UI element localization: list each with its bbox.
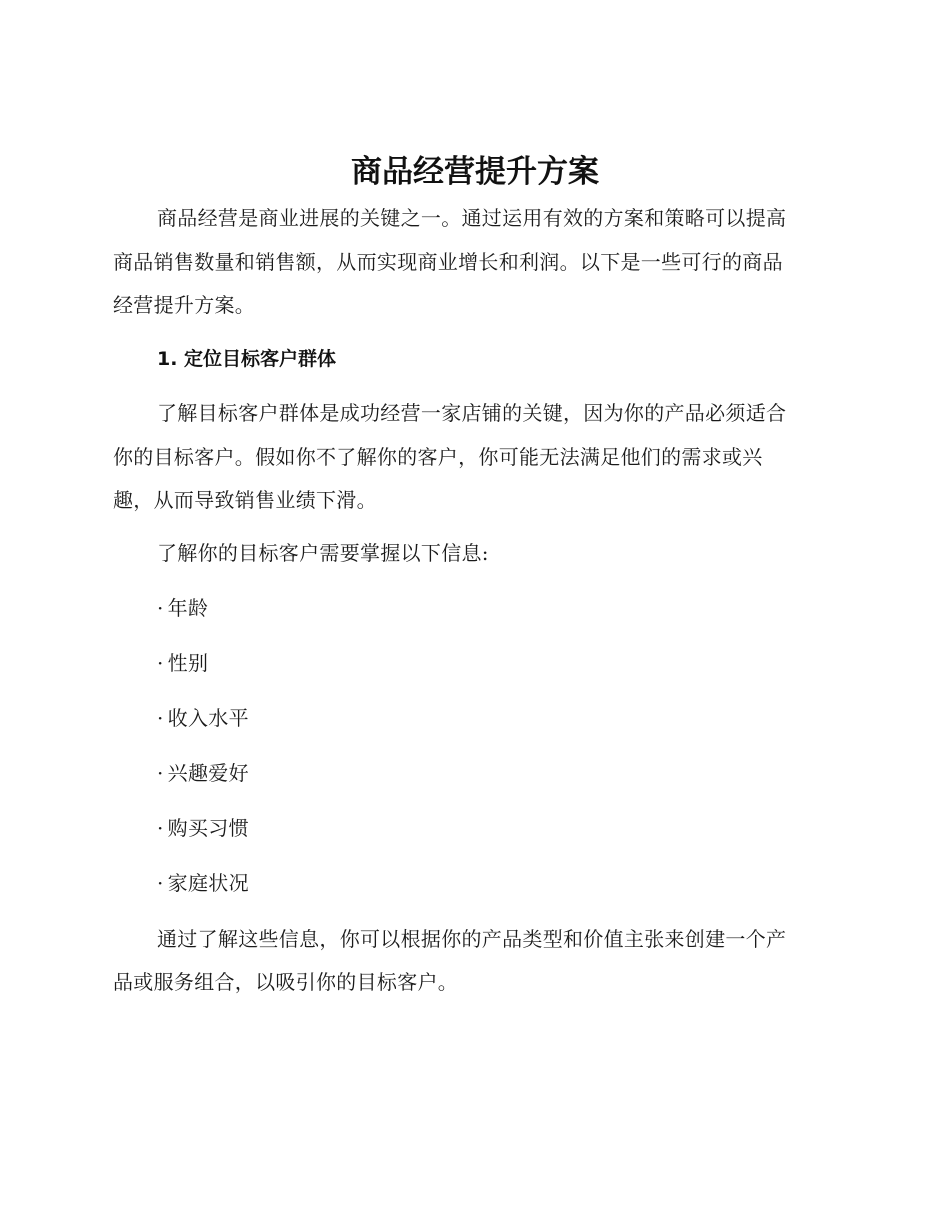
list-item (157, 813, 917, 843)
list-item (157, 593, 917, 623)
bullet-marker: · (157, 761, 164, 785)
section-para1-line-3: 趣，从而导致销售业绩下滑。 (113, 488, 377, 512)
list-item-text: 兴趣爱好 (167, 761, 249, 785)
section-heading: 1. 定位目标客户群体 (157, 348, 337, 370)
section-para3-line-2: 品或服务组合，以吸引你的目标客户。 (113, 970, 459, 994)
list-item (157, 868, 917, 898)
list-item (157, 703, 917, 733)
section-para2: 了解你的目标客户需要掌握以下信息: (157, 541, 489, 565)
bullet-marker: · (157, 706, 164, 730)
section-para1-line-2: 你的目标客户。假如你不了解你的客户，你可能无法满足他们的需求或兴 (113, 445, 763, 469)
list-item-text: 年龄 (167, 596, 209, 620)
list-item-text: 性别 (167, 651, 209, 675)
bullet-marker: · (157, 596, 164, 620)
bullet-marker: · (157, 816, 164, 840)
list-item-text: 收入水平 (167, 706, 249, 730)
bullet-marker: · (157, 651, 164, 675)
list-item-text: 购买习惯 (167, 816, 249, 840)
list-item (157, 758, 917, 788)
intro-line-2: 商品销售数量和销售额，从而实现商业增长和利润。以下是一些可行的商品 (113, 250, 783, 274)
document-title: 商品经营提升方案 (351, 154, 599, 190)
list-item (157, 648, 917, 678)
bullet-marker: · (157, 871, 164, 895)
list-item-text: 家庭状况 (167, 871, 249, 895)
section-para1-line-1: 了解目标客户群体是成功经营一家店铺的关键，因为你的产品必须适合 (157, 401, 787, 425)
intro-line-3: 经营提升方案。 (113, 293, 256, 317)
intro-line-1: 商品经营是商业进展的关键之一。通过运用有效的方案和策略可以提高 (157, 206, 787, 230)
section-para3-line-1: 通过了解这些信息，你可以根据你的产品类型和价值主张来创建一个产 (157, 927, 787, 951)
